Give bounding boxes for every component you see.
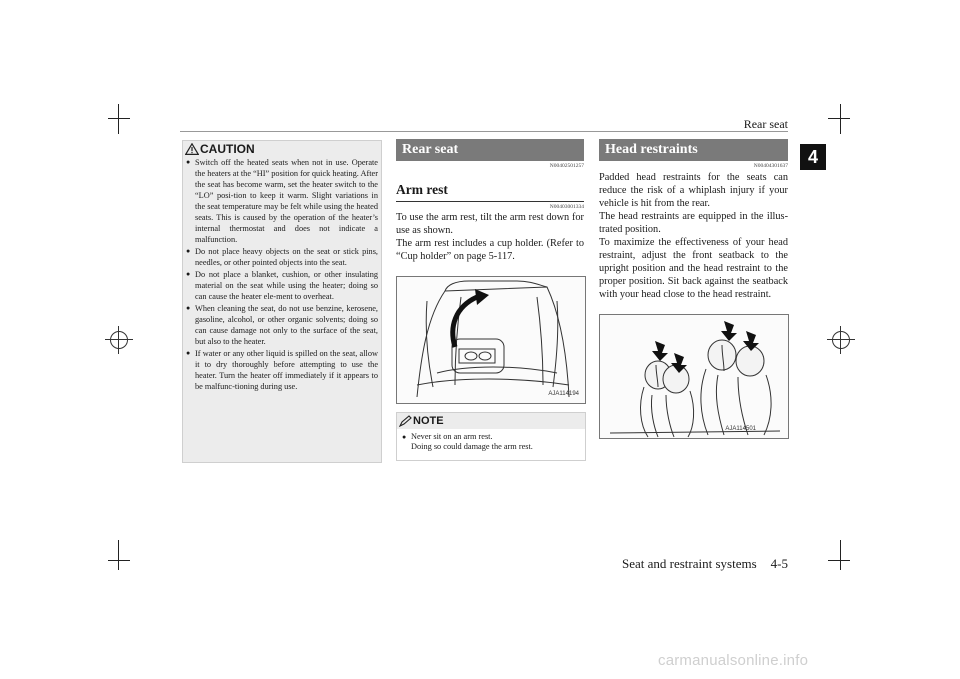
crop-mark — [118, 540, 119, 570]
caution-item: ● Switch off the heated seats when not in use. Operate the heaters at the “HI” position for quick heating. After the seat has become warm, set the heater switch to the “LO” posi-tion to keep it warm. Slight variations in the seat temperature may be felt while using the heated seats. This is caused by the operation of the heater’s internal thermostat and does not indicate a malfunction. — [186, 157, 378, 245]
crop-mark — [828, 118, 850, 119]
head-restraints-paragraph: Padded head restraints for the seats can reduce the risk of a whiplash injury if your vehicle is hit from the rear. — [599, 172, 788, 209]
crop-mark — [108, 560, 130, 561]
head-restraints-illustration — [599, 314, 789, 439]
caution-header — [183, 141, 381, 157]
arm-rest-illustration — [396, 276, 586, 404]
section-heading-head-restraints: Head restraints — [599, 139, 788, 161]
reference-code: N00404301637 — [753, 163, 788, 169]
page-footer — [560, 556, 788, 572]
note-item-continuation: Doing so could damage the arm rest. — [411, 442, 533, 451]
arm-rest-paragraph: The arm rest includes a cup holder. (Refer to “Cup holder” on page 5-117. — [396, 238, 584, 262]
caution-item: ● Do not place a blanket, cushion, or other insulating material on the seat while using the heater; doing so can cause the heater ele-ment to overheat. — [186, 269, 378, 302]
warning-triangle-icon — [185, 143, 199, 155]
reference-code: N00402501257 — [549, 163, 584, 169]
note-header — [397, 413, 585, 429]
reference-code: N00403001334 — [549, 204, 584, 210]
caution-list — [183, 157, 381, 392]
crop-mark — [828, 560, 850, 561]
crop-mark — [840, 104, 841, 134]
seats-drawing — [600, 315, 788, 438]
page-number: 4-5 — [770, 556, 788, 571]
crop-mark — [840, 540, 841, 570]
crop-mark — [108, 118, 130, 119]
caution-item: ● Do not place heavy objects on the seat or stick pins, needles, or other pointed objects into the seat. — [186, 246, 378, 268]
rear-seat-drawing — [397, 277, 585, 403]
arm-rest-paragraph: To use the arm rest, tilt the arm rest down for use as shown. — [396, 212, 584, 236]
crop-mark — [118, 104, 119, 134]
figure-code: AJA114194 — [548, 391, 579, 397]
footer-chapter-title: Seat and restraint systems — [621, 556, 757, 571]
header-rule — [180, 131, 788, 132]
running-header: Rear seat — [743, 117, 788, 131]
note-item: ● Never sit on an arm rest. — [402, 432, 581, 442]
section-heading-rear-seat: Rear seat — [396, 139, 584, 161]
caution-heading: CAUTION — [200, 142, 255, 156]
subheading-arm-rest: Arm rest — [396, 182, 584, 202]
caution-box — [182, 140, 382, 463]
figure-code: AJA114501 — [725, 426, 756, 432]
note-body — [397, 429, 585, 452]
registration-mark-icon — [110, 331, 128, 349]
registration-mark-icon — [832, 331, 850, 349]
note-box — [396, 412, 586, 461]
caution-item: ● When cleaning the seat, do not use benzine, kerosene, gasoline, alcohol, or other organic solvents; doing so can cause damage not only to the surface of the seat, but also to the heater. — [186, 303, 378, 347]
watermark: carmanualsonline.info — [658, 652, 809, 669]
note-heading: NOTE — [413, 415, 444, 427]
head-restraints-paragraph: To maximize the effectiveness of your head restraint, adjust the front seatback to the upright position and the head restraint to the proper position. Sit back against the seatback with your head close to the head restraint. — [599, 237, 788, 300]
pencil-icon — [399, 415, 413, 427]
caution-item: ● If water or any other liquid is spilled on the seat, allow it to dry thoroughly before attempting to use the heater. Turn the heater off immediately if it appears to be malfunc-tioning during use. — [186, 348, 378, 392]
chapter-tab: 4 — [800, 144, 826, 170]
head-restraints-paragraph: The head restraints are equipped in the illus-trated position. — [599, 211, 788, 235]
